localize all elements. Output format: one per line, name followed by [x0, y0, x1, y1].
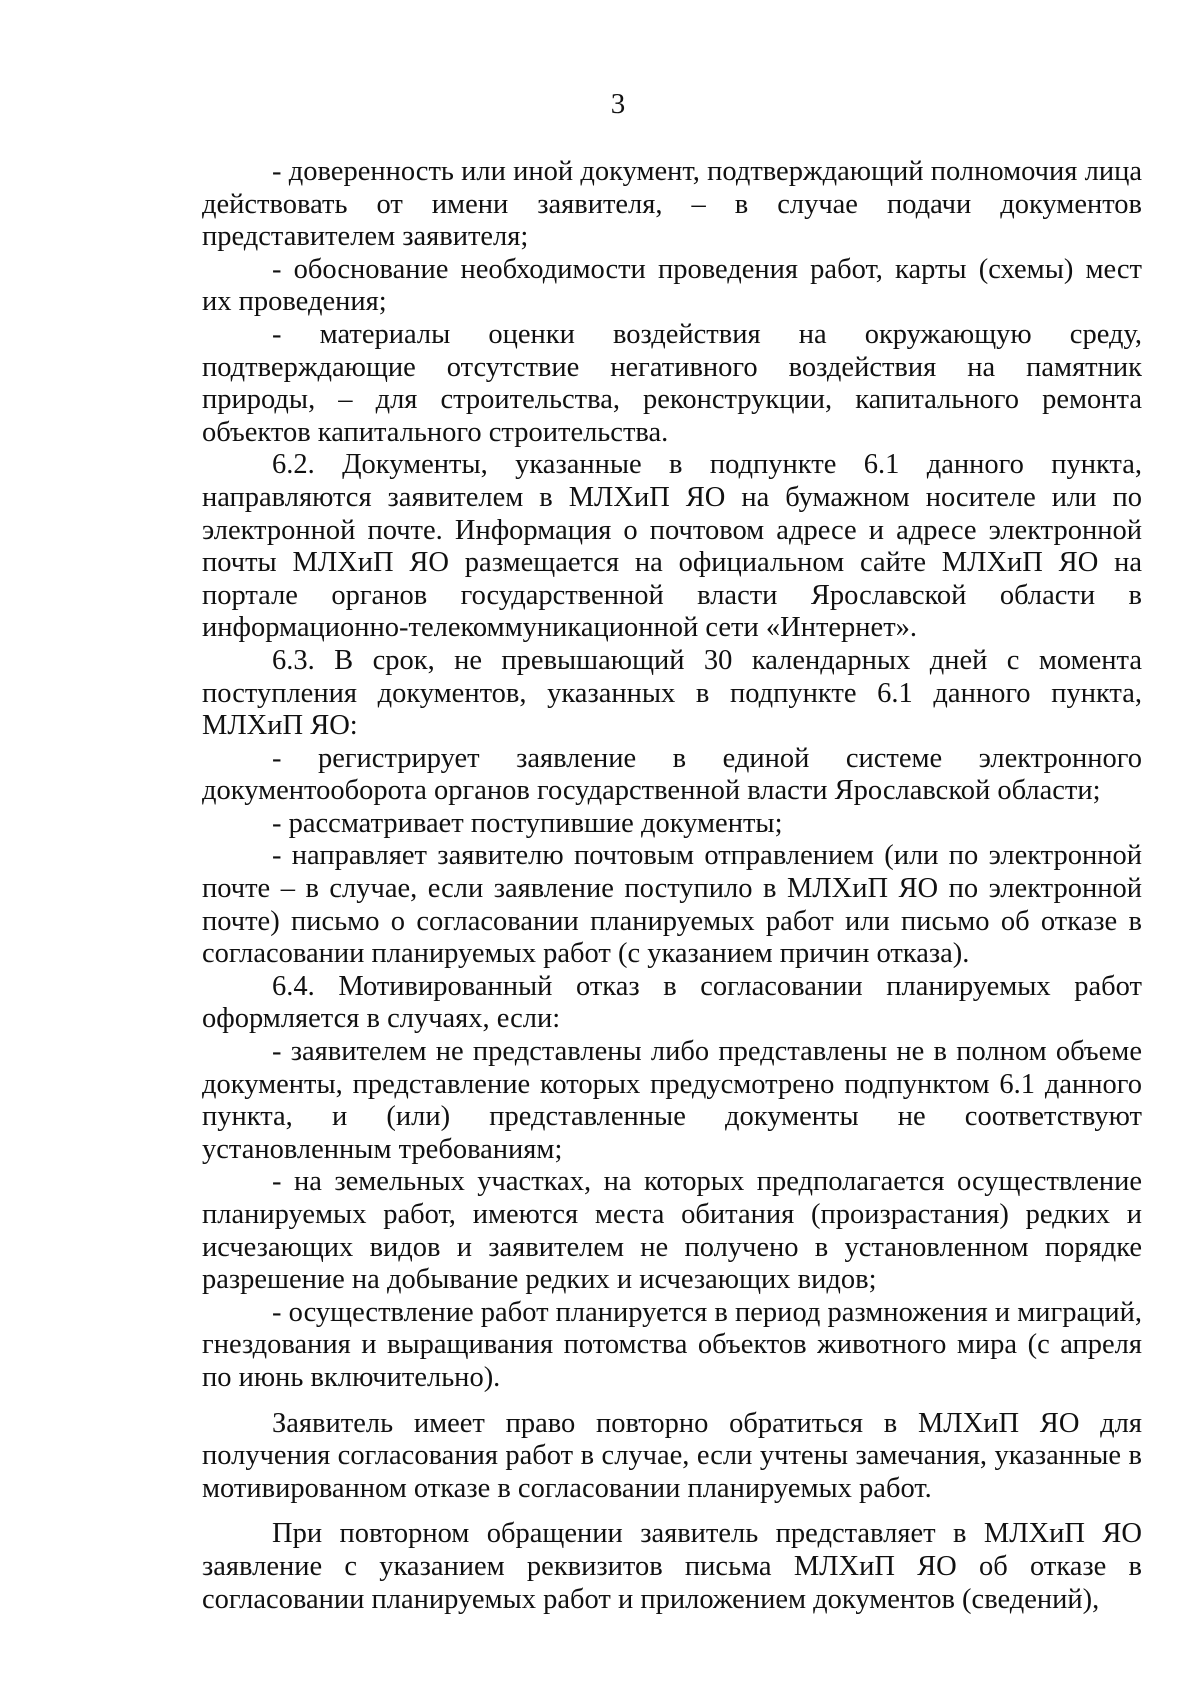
paragraph-6-4: 6.4. Мотивированный отказ в согласовании планируемых работ оформляется в случаях, если: — [202, 970, 1142, 1035]
paragraph-impact-assessment: - материалы оценки воздействия на окружающую среду, подтверждающие отсутствие негативного воздействия на памятник природы, – для строительства, реконструкции, капитального ремонта объектов капитального строительства. — [202, 318, 1142, 448]
paragraph-incomplete-documents: - заявителем не представлены либо представлены не в полном объеме документы, представление которых предусмотрено подпунктом 6.1 данного пункта, и (или) представленные документы не соответствуют установленным требованиям; — [202, 1036, 1142, 1165]
paragraph-reviews: - рассматривает поступившие документы; — [272, 807, 783, 839]
document-body — [202, 156, 1142, 1616]
paragraph-justification: - обоснование необходимости проведения работ, карты (схемы) мест их проведения; — [202, 253, 1142, 318]
paragraph-rare-species: - на земельных участках, на которых предполагается осуществление планируемых работ, имеются места обитания (произрастания) редких и исчезающих видов и заявителем не получено в установленном порядке разрешение на добывание редких и исчезающих видов; — [202, 1166, 1142, 1296]
paragraph-6-3: 6.3. В срок, не превышающий 30 календарных дней с момента поступления документов, указанных в подпункте 6.1 данного пункта, МЛХиП ЯО: — [202, 644, 1142, 742]
paragraph-sends-letter: - направляет заявителю почтовым отправлением (или по электронной почте – в случае, если заявление поступило в МЛХиП ЯО по электронной почте) письмо о согласовании планируемых работ или письмо об отказе в согласовании планируемых работ (с указанием причин отказа). — [202, 840, 1142, 970]
paragraph-registers: - регистрирует заявление в единой системе электронного документооборота органов государственной власти Ярославской области; — [202, 742, 1142, 807]
paragraph-power-of-attorney: - доверенность или иной документ, подтверждающий полномочия лица действовать от имени заявителя, – в случае подачи документов представителем заявителя; — [202, 156, 1142, 253]
paragraph-reapply-right: Заявитель имеет право повторно обратиться в МЛХиП ЯО для получения согласования работ в случае, если учтены замечания, указанные в мотивированном отказе в согласовании планируемых работ. — [202, 1407, 1142, 1504]
paragraph-repeat-application: При повторном обращении заявитель представляет в МЛХиП ЯО заявление с указанием реквизитов письма МЛХиП ЯО об отказе в согласовании планируемых работ и приложением документов (сведений), — [202, 1518, 1142, 1615]
paragraph-6-2: 6.2. Документы, указанные в подпункте 6.1 данного пункта, направляются заявителем в МЛХиП ЯО на бумажном носителе или по электронной почте. Информация о почтовом адресе и адресе электронной почты МЛХиП ЯО размещается на официальном сайте МЛХиП ЯО на портале органов государственной власти Ярославской области в информационно-телекоммуникационной сети «Интернет». — [202, 449, 1142, 644]
paragraph-breeding-period: - осуществление работ планируется в период размножения и миграций, гнездования и выращивания потомства объектов животного мира (с апреля по июнь включительно). — [202, 1296, 1142, 1393]
page-number: 3 — [610, 88, 626, 120]
